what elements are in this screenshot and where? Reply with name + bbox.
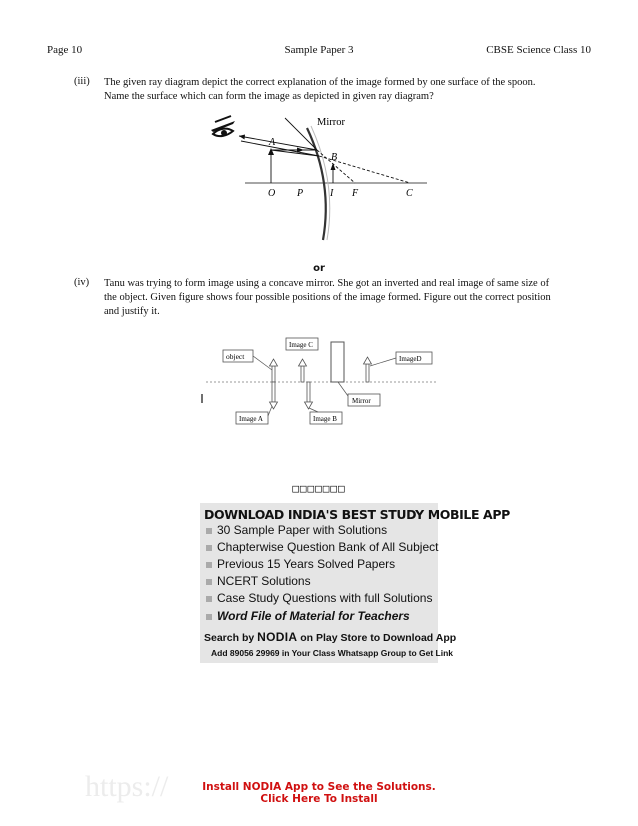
watermark: https:// bbox=[85, 770, 169, 803]
app-promo-banner[interactable] bbox=[200, 503, 510, 663]
image-c-arrow bbox=[299, 359, 307, 382]
promo-title: DOWNLOAD INDIA'S BEST STUDY MOBILE APP bbox=[204, 507, 510, 522]
promo-search-line bbox=[204, 630, 456, 644]
placeholder-glyphs: □□□□□□□ bbox=[292, 482, 346, 495]
bullet-icon bbox=[206, 528, 212, 534]
bullet-icon bbox=[206, 562, 212, 568]
label-mirror-box: Mirror bbox=[352, 397, 371, 405]
label-I: I bbox=[330, 188, 334, 199]
label-image-c: Image C bbox=[289, 341, 313, 349]
promo-item bbox=[206, 557, 395, 571]
image-a-arrow bbox=[270, 382, 278, 409]
label-B: B bbox=[331, 152, 338, 163]
label-C: C bbox=[406, 188, 413, 199]
whatsapp-line: Add 89056 29969 in Your Class Whatsapp Group to Get Link bbox=[211, 648, 453, 658]
promo-item bbox=[206, 591, 432, 605]
brand-name: NODIA bbox=[257, 630, 298, 644]
promo-item-label: Chapterwise Question Bank of All Subject bbox=[217, 540, 439, 554]
question-number-iv: (iv) bbox=[74, 277, 90, 288]
eye-icon bbox=[211, 116, 235, 136]
question-iii-line2: Name the surface which can form the image as depicted in given ray diagram? bbox=[104, 91, 434, 102]
promo-item-label: Case Study Questions with full Solutions bbox=[217, 591, 433, 605]
label-A: A bbox=[269, 137, 276, 148]
promo-item-label: Previous 15 Years Solved Papers bbox=[217, 557, 396, 571]
promo-item bbox=[206, 523, 387, 537]
ray-diagram bbox=[205, 108, 435, 243]
image-positions-figure bbox=[198, 336, 438, 430]
question-iii-text bbox=[104, 76, 604, 104]
label-P: P bbox=[297, 188, 304, 199]
question-iv-line2: the object. Given figure shows four possible positions of the image formed. Figure out the correct position bbox=[104, 292, 551, 303]
bullet-icon bbox=[206, 596, 212, 602]
promo-item-label: Word File of Material for Teachers bbox=[217, 609, 410, 623]
search-prefix: Search by bbox=[204, 632, 258, 644]
page-number: Page 10 bbox=[47, 44, 83, 56]
question-iii-line1: The given ray diagram depict the correct explanation of the image formed by one surface of the spoon. bbox=[104, 77, 536, 88]
click-to-install-link[interactable]: Click Here To Install bbox=[260, 793, 378, 805]
promo-item bbox=[206, 540, 438, 554]
bullet-icon bbox=[206, 579, 212, 585]
question-iv-text bbox=[104, 277, 604, 319]
bullet-icon bbox=[206, 614, 212, 620]
object-arrow bbox=[270, 359, 278, 382]
bullet-icon bbox=[206, 545, 212, 551]
or-separator: or bbox=[313, 263, 325, 274]
question-number-iii: (iii) bbox=[74, 76, 90, 87]
label-F: F bbox=[352, 188, 359, 199]
image-b-arrow bbox=[305, 382, 313, 409]
subject-title: CBSE Science Class 10 bbox=[486, 44, 591, 56]
search-suffix: on Play Store to Download App bbox=[297, 632, 457, 644]
paper-title: Sample Paper 3 bbox=[284, 44, 354, 56]
question-iv-line3: and justify it. bbox=[104, 306, 160, 317]
label-object: object bbox=[226, 352, 245, 361]
mirror-block bbox=[331, 342, 344, 382]
question-iv-line1: Tanu was trying to form image using a concave mirror. She got an inverted and real image of same size of bbox=[104, 278, 550, 289]
label-O: O bbox=[268, 188, 276, 199]
install-app-link[interactable]: Install NODIA App to See the Solutions. bbox=[202, 781, 436, 793]
label-image-a: Image A bbox=[239, 415, 263, 423]
promo-item bbox=[206, 574, 311, 588]
label-mirror: Mirror bbox=[317, 117, 345, 128]
promo-item-label: NCERT Solutions bbox=[217, 574, 311, 588]
image-d-arrow bbox=[364, 357, 372, 382]
label-image-d: ImageD bbox=[399, 355, 422, 363]
label-image-b: Image B bbox=[313, 415, 337, 423]
promo-item-label: 30 Sample Paper with Solutions bbox=[217, 523, 388, 537]
promo-item bbox=[206, 609, 410, 623]
